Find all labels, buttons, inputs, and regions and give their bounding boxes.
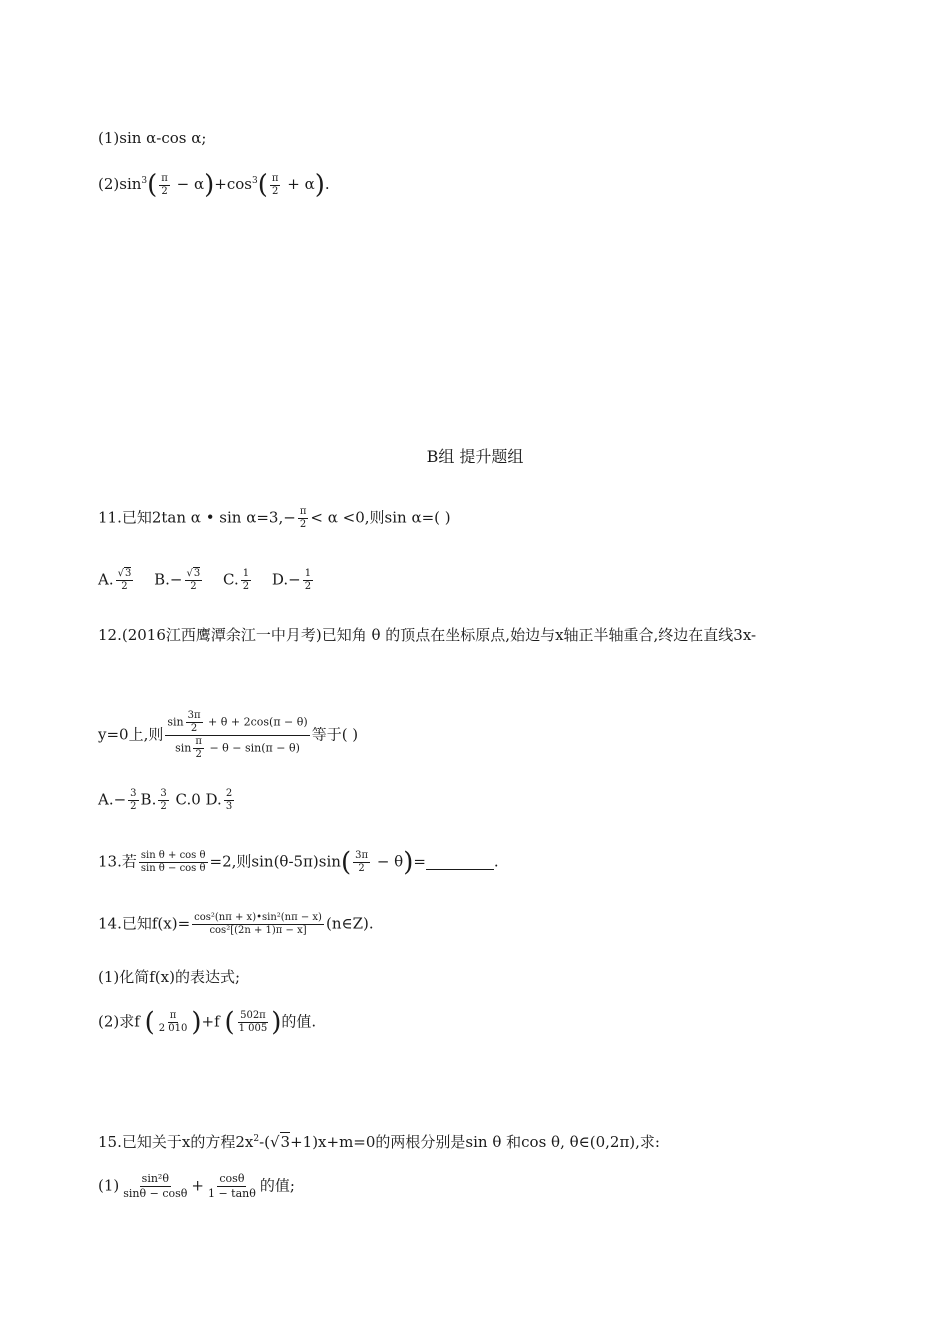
q14-part1: (1)化简f(x)的表达式; (98, 968, 241, 986)
fraction: $\frac{\cos\theta}{1 - \tan\theta}$ (207, 1172, 256, 1200)
fraction: $\frac{\pi}{2}$ (161, 172, 168, 197)
fraction: sin $\frac{3\pi}{2}$ + θ + 2cos(π − θ) sin $\frac{\pi}{2}$ − θ − sin(π − θ) (167, 710, 308, 760)
q14-stem: 14.已知f(x)= $\frac{\text{cos²(nπ + x)•sin²(nπ − x)}}{\text{cos²[(2n + 1)π − x]}}$ (n∈Z). (98, 912, 374, 936)
option-d: D.− $\frac{1}{2}$ (271, 568, 312, 592)
fraction: $\frac{\text{sin θ + cos θ}}{\text{sin θ − cos θ}}$ (140, 850, 206, 874)
fraction: $\frac{\pi}{2}$ (299, 506, 307, 530)
fraction: $\frac{\pi}{2}$ (271, 172, 279, 197)
answer-blank[interactable] (426, 855, 494, 870)
q11-stem: 11.已知2tan α • sin α=3,− $\frac{\pi}{2}$ < α <0,则sin α=( ) (98, 506, 451, 530)
q15-part1: (1) $\frac{\text{sin²θ}}{\sin\theta - \cos\theta}$ + $\frac{\cos\theta}{1 - \tan\theta}$ 的值; (98, 1172, 295, 1200)
q10-part2: $(2)\sin^3$( $\frac{\pi}{2}$ − $\alpha)+\cos^3$( $\frac{\pi}{2}$ + α). (98, 170, 330, 200)
fraction: $\frac{\text{sin²θ}}{\sin\theta - \cos\theta}$ (123, 1172, 188, 1200)
q11-options (98, 568, 329, 593)
q13: 13.若 $\frac{\text{sin θ + cos θ}}{\text{sin θ − cos θ}}$ =2,则sin(θ-5π)sin( $\frac{3\pi}{2}$ − θ)= . (98, 847, 499, 878)
option-b: B.− $\frac{√3}{2}$ (154, 568, 201, 592)
option-c: C. $\frac{1}{2}$ (223, 568, 250, 592)
q12-line2: y=0上,则 sin $\frac{3\pi}{2}$ + θ + 2cos(π − θ) sin $\frac{\pi}{2}$ − θ − sin(π − θ) 等于( ) (98, 710, 359, 760)
q12-options: A.− $\frac{3}{2}$ B. $\frac{3}{2}$ C.0 D. $\frac{2}{3}$ (98, 788, 233, 812)
q12-line1: 12.(2016江西鹰潭余江一中月考)已知角 θ 的顶点在坐标原点,始边与x轴正半轴重合,终边在直线3x- (98, 626, 757, 644)
option-a: A. $\frac{√3}{2}$ (98, 568, 132, 592)
section-heading: B组 提升题组 (426, 447, 524, 466)
q14-part2: (2)求f ( $\frac{\pi}{2 010}$ )+f ( $\frac{502\pi}{1 005}$ )的值. (98, 1007, 317, 1038)
fraction: $\frac{\text{cos²(nπ + x)•sin²(nπ − x)}}{\text{cos²[(2n + 1)π − x]}}$ (194, 912, 322, 936)
q15-stem: 15.已知关于x的方程$2x^2-(√3+1)x+m=0$的两根分别是sin θ 和cos θ, θ∈(0,2π),求: (98, 1133, 660, 1151)
q10-part1: (1)sin α-cos α; (98, 129, 207, 147)
